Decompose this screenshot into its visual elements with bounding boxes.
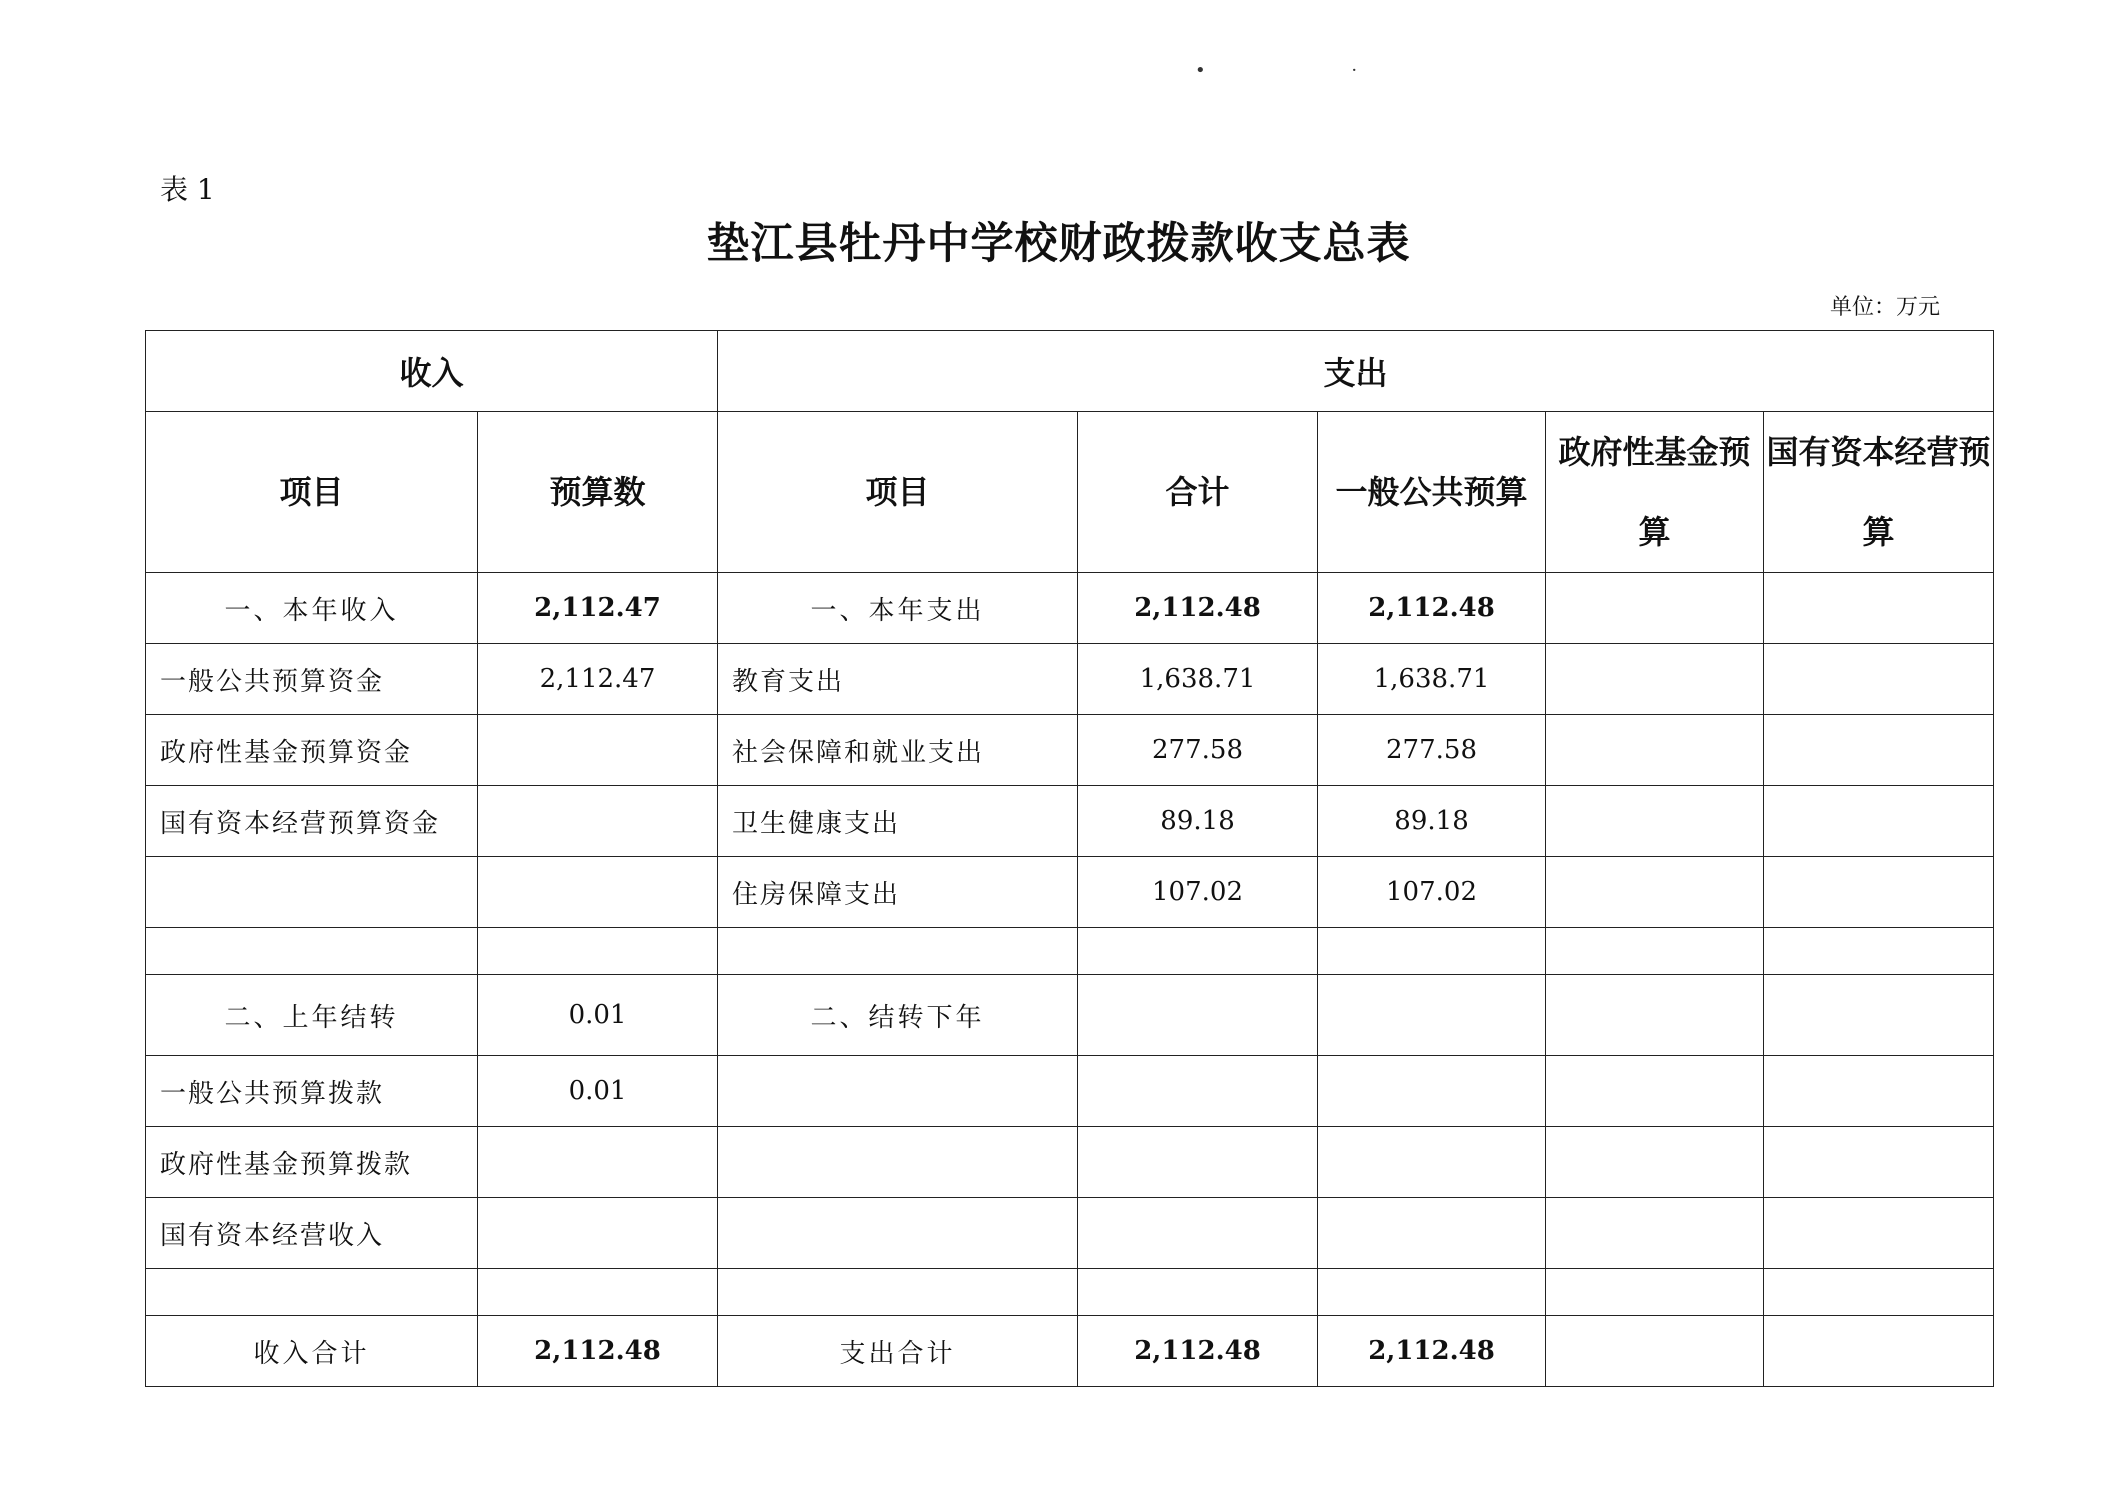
income-item-cell: 政府性基金预算资金 (146, 715, 478, 786)
total-cell (1078, 1198, 1318, 1269)
table-label: 表 1 (160, 173, 215, 206)
state-capital-cell (1764, 857, 1994, 928)
expense-item-cell: 一、本年支出 (718, 573, 1078, 644)
state-capital-budget-header: 国有资本经营预算 (1764, 412, 1994, 573)
table-row (146, 644, 1994, 715)
state-capital-cell (1764, 715, 1994, 786)
gov-fund-cell (1546, 975, 1764, 1056)
general-budget-cell: 277.58 (1318, 715, 1546, 786)
income-item-header: 项目 (146, 412, 478, 573)
table-row (146, 975, 1994, 1056)
gov-fund-cell (1546, 857, 1764, 928)
expense-item-cell: 住房保障支出 (718, 857, 1078, 928)
expense-item-cell (718, 1056, 1078, 1127)
general-budget-cell (1318, 1127, 1546, 1198)
expense-item-cell: 社会保障和就业支出 (718, 715, 1078, 786)
income-budget-header: 预算数 (478, 412, 718, 573)
table-row (146, 573, 1994, 644)
general-budget-cell: 89.18 (1318, 786, 1546, 857)
income-item-cell: 收入合计 (146, 1316, 478, 1387)
income-item-cell (146, 1269, 478, 1316)
page-title: 垫江县牡丹中学校财政拨款收支总表 (706, 219, 1411, 269)
total-cell (1078, 928, 1318, 975)
table-row (146, 1269, 1994, 1316)
general-budget-cell (1318, 928, 1546, 975)
expense-item-cell (718, 1127, 1078, 1198)
income-budget-cell (478, 1127, 718, 1198)
general-budget-header: 一般公共预算 (1318, 412, 1546, 573)
column-header-row (146, 412, 1994, 573)
table-row (146, 1198, 1994, 1269)
total-cell (1078, 1056, 1318, 1127)
income-budget-cell (478, 1269, 718, 1316)
total-cell: 89.18 (1078, 786, 1318, 857)
income-item-cell: 政府性基金预算拨款 (146, 1127, 478, 1198)
state-capital-cell (1764, 786, 1994, 857)
state-capital-cell (1764, 1056, 1994, 1127)
table-row (146, 928, 1994, 975)
total-cell: 2,112.48 (1078, 1316, 1318, 1387)
state-capital-cell (1764, 1127, 1994, 1198)
income-budget-cell (478, 928, 718, 975)
total-cell: 2,112.48 (1078, 573, 1318, 644)
general-budget-cell: 1,638.71 (1318, 644, 1546, 715)
income-budget-cell: 0.01 (478, 1056, 718, 1127)
state-capital-cell (1764, 1269, 1994, 1316)
expense-item-header: 项目 (718, 412, 1078, 573)
gov-fund-cell (1546, 1316, 1764, 1387)
total-cell: 1,638.71 (1078, 644, 1318, 715)
income-item-cell: 二、上年结转 (146, 975, 478, 1056)
income-budget-cell (478, 715, 718, 786)
gov-fund-cell (1546, 1127, 1764, 1198)
gov-fund-cell (1546, 928, 1764, 975)
total-cell (1078, 1269, 1318, 1316)
income-budget-cell (478, 857, 718, 928)
unit-label: 单位：万元 (1830, 295, 1941, 320)
table-row (146, 1316, 1994, 1387)
section-header-row (146, 331, 1994, 412)
income-budget-cell: 2,112.47 (478, 644, 718, 715)
gov-fund-cell (1546, 1269, 1764, 1316)
expense-item-cell: 教育支出 (718, 644, 1078, 715)
general-budget-cell (1318, 975, 1546, 1056)
general-budget-cell: 2,112.48 (1318, 1316, 1546, 1387)
table-row (146, 857, 1994, 928)
income-item-cell: 国有资本经营收入 (146, 1198, 478, 1269)
income-section-header: 收入 (146, 331, 718, 412)
expense-item-cell (718, 928, 1078, 975)
state-capital-cell (1764, 928, 1994, 975)
table-row (146, 1127, 1994, 1198)
total-cell (1078, 975, 1318, 1056)
expense-item-cell: 二、结转下年 (718, 975, 1078, 1056)
gov-fund-cell (1546, 715, 1764, 786)
table-row (146, 786, 1994, 857)
expense-item-cell: 支出合计 (718, 1316, 1078, 1387)
total-cell: 277.58 (1078, 715, 1318, 786)
state-capital-cell (1764, 1316, 1994, 1387)
income-item-cell: 一、本年收入 (146, 573, 478, 644)
gov-fund-cell (1546, 1056, 1764, 1127)
gov-fund-cell (1546, 786, 1764, 857)
scan-marks: • · (1195, 60, 1428, 81)
income-budget-cell: 2,112.48 (478, 1316, 718, 1387)
income-budget-cell: 2,112.47 (478, 573, 718, 644)
state-capital-cell (1764, 644, 1994, 715)
expense-item-cell: 卫生健康支出 (718, 786, 1078, 857)
gov-fund-cell (1546, 1198, 1764, 1269)
expense-section-header: 支出 (718, 331, 1994, 412)
income-item-cell: 一般公共预算拨款 (146, 1056, 478, 1127)
general-budget-cell (1318, 1269, 1546, 1316)
table-row (146, 1056, 1994, 1127)
state-capital-cell (1764, 1198, 1994, 1269)
state-capital-cell (1764, 975, 1994, 1056)
income-budget-cell: 0.01 (478, 975, 718, 1056)
general-budget-cell: 107.02 (1318, 857, 1546, 928)
general-budget-cell (1318, 1198, 1546, 1269)
table-row (146, 715, 1994, 786)
income-item-cell: 国有资本经营预算资金 (146, 786, 478, 857)
gov-fund-budget-header: 政府性基金预算 (1546, 412, 1764, 573)
total-cell: 107.02 (1078, 857, 1318, 928)
income-item-cell (146, 928, 478, 975)
expense-item-cell (718, 1269, 1078, 1316)
gov-fund-cell (1546, 573, 1764, 644)
total-cell (1078, 1127, 1318, 1198)
income-budget-cell (478, 786, 718, 857)
total-header: 合计 (1078, 412, 1318, 573)
income-budget-cell (478, 1198, 718, 1269)
income-item-cell: 一般公共预算资金 (146, 644, 478, 715)
gov-fund-cell (1546, 644, 1764, 715)
general-budget-cell: 2,112.48 (1318, 573, 1546, 644)
income-item-cell (146, 857, 478, 928)
state-capital-cell (1764, 573, 1994, 644)
general-budget-cell (1318, 1056, 1546, 1127)
expense-item-cell (718, 1198, 1078, 1269)
budget-summary-table (145, 330, 1994, 1387)
